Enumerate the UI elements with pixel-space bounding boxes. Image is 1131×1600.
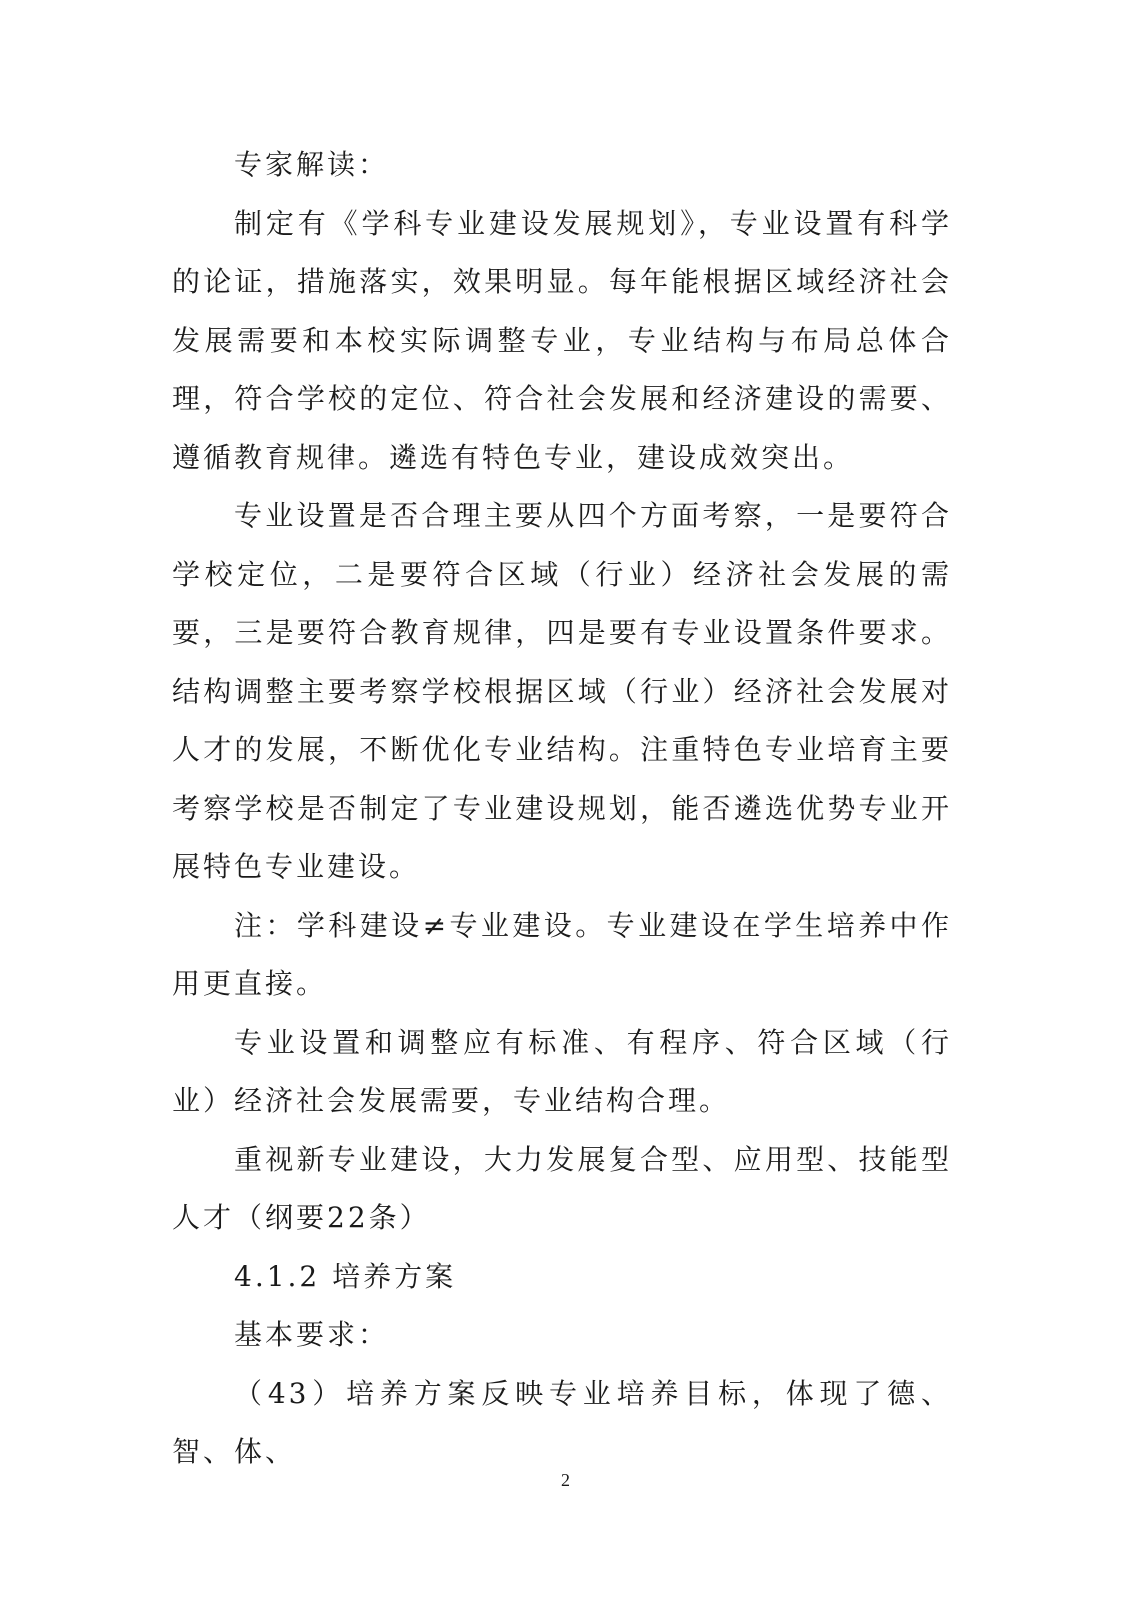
paragraph-item-43: （43）培养方案反映专业培养目标，体现了德、智、体、 (172, 1376, 952, 1468)
document-body (172, 136, 952, 1482)
paragraph-adjustment: 专业设置和调整应有标准、有程序、符合区域（行业）经济社会发展需要，专业结构合理。 (172, 1025, 952, 1117)
paragraph-note: 注：学科建设≠专业建设。专业建设在学生培养中作用更直接。 (172, 908, 952, 1000)
paragraph-major-setting: 专业设置是否合理主要从四个方面考察，一是要符合学校定位，二是要符合区域（行业）经济社会发展的需要，三是要符合教育规律，四是要有专业设置条件要求。结构调整主要考察学校根据区域（行业）经济社会发展对人才的发展，不断优化专业结构。注重特色专业培育主要考察学校是否制定了专业建设规划，能否遴选优势专业开展特色专业建设。 (172, 499, 952, 883)
section-label-expert-interpretation: 专家解读： (234, 148, 390, 181)
paragraph-planning: 制定有《学科专业建设发展规划》，专业设置有科学的论证，措施落实，效果明显。每年能根据区域经济社会发展需要和本校实际调整专业，专业结构与布局总体合理，符合学校的定位、符合社会发展和经济建设的需要、遵循教育规律。遴选有特色专业，建设成效突出。 (172, 206, 952, 474)
paragraph-new-majors: 重视新专业建设，大力发展复合型、应用型、技能型人才（纲要22条） (172, 1142, 952, 1234)
section-label-basic-requirements: 基本要求： (234, 1318, 390, 1351)
page-number: 2 (561, 1470, 570, 1490)
section-heading-training-plan: 4.1.2 培养方案 (234, 1259, 457, 1293)
